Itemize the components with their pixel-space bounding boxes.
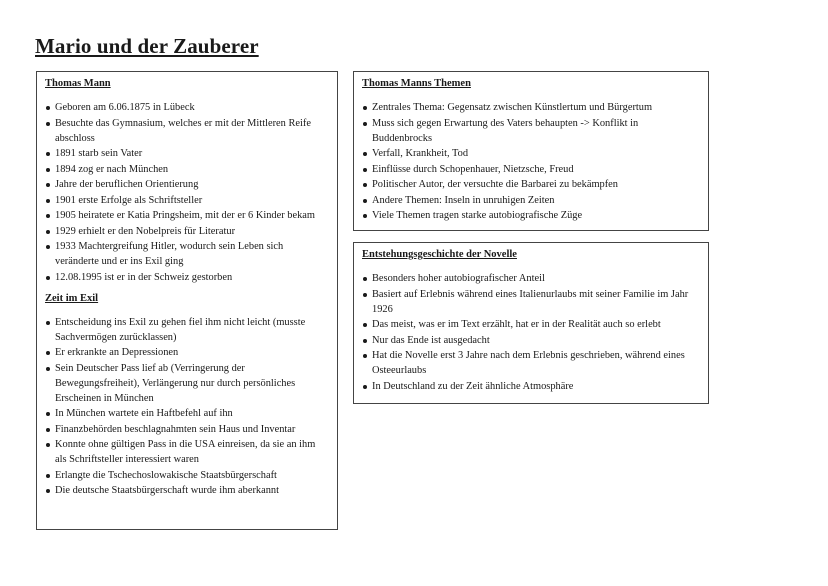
list-item: Andere Themen: Inseln in unruhigen Zeiten (362, 193, 700, 208)
list-item: 1894 zog er nach München (45, 162, 329, 177)
list-item: Konnte ohne gültigen Pass in die USA einreisen, da sie an ihm als Schriftsteller interessiert waren (45, 437, 329, 467)
list-item: In Deutschland zu der Zeit ähnliche Atmosphäre (362, 379, 700, 394)
list-item: Basiert auf Erlebnis während eines Italienurlaubs mit seiner Familie im Jahr 1926 (362, 287, 700, 317)
list-item: Muss sich gegen Erwartung des Vaters behaupten -> Konflikt in Buddenbrocks (362, 116, 700, 146)
themes-heading: Thomas Manns Themen (362, 78, 471, 89)
list-item: Geboren am 6.06.1875 in Lübeck (45, 100, 329, 115)
list-item: 1905 heiratete er Katia Pringsheim, mit der er 6 Kinder bekam (45, 208, 329, 223)
list-item: Politischer Autor, der versuchte die Barbarei zu bekämpfen (362, 177, 700, 192)
thomas-mann-box (36, 71, 338, 530)
list-item: Besonders hoher autobiografischer Anteil (362, 271, 700, 286)
list-item: Sein Deutscher Pass lief ab (Verringerung der Bewegungsfreiheit), Verlängerung nur durch persönliches Erscheinen in München (45, 361, 329, 406)
list-item: Zentrales Thema: Gegensatz zwischen Künstlertum und Bürgertum (362, 100, 700, 115)
list-item: 1933 Machtergreifung Hitler, wodurch sein Leben sich veränderte und er ins Exil ging (45, 239, 329, 269)
list-item: Einflüsse durch Schopenhauer, Nietzsche, Freud (362, 162, 700, 177)
list-item: 1901 erste Erfolge als Schriftsteller (45, 193, 329, 208)
list-item: Nur das Ende ist ausgedacht (362, 333, 700, 348)
list-item: Viele Themen tragen starke autobiografische Züge (362, 208, 700, 223)
exil-heading: Zeit im Exil (45, 292, 99, 304)
list-item: Er erkrankte an Depressionen (45, 345, 329, 360)
history-list (362, 271, 700, 394)
themes-box (353, 71, 709, 231)
thomas-mann-list (45, 100, 329, 285)
list-item: Finanzbehörden beschlagnahmten sein Haus und Inventar (45, 422, 329, 437)
list-item: Entscheidung ins Exil zu gehen fiel ihm nicht leicht (musste Sachvermögen zurücklassen) (45, 315, 329, 345)
exil-list (45, 315, 329, 499)
list-item: Hat die Novelle erst 3 Jahre nach dem Erlebnis geschrieben, während eines Osteeurlaubs (362, 348, 700, 378)
page-title: Mario und der Zauberer (35, 34, 259, 58)
themes-list (362, 100, 700, 223)
list-item: Das meist, was er im Text erzählt, hat er in der Realität auch so erlebt (362, 317, 700, 332)
list-item: 1929 erhielt er den Nobelpreis für Literatur (45, 224, 329, 239)
history-box (353, 242, 709, 404)
list-item: In München wartete ein Haftbefehl auf ihn (45, 406, 329, 421)
list-item: 1891 starb sein Vater (45, 146, 329, 161)
list-item: 12.08.1995 ist er in der Schweiz gestorben (45, 270, 329, 285)
list-item: Erlangte die Tschechoslowakische Staatsbürgerschaft (45, 468, 329, 483)
thomas-mann-heading: Thomas Mann (45, 78, 111, 89)
list-item: Jahre der beruflichen Orientierung (45, 177, 329, 192)
list-item: Verfall, Krankheit, Tod (362, 146, 700, 161)
history-heading: Entstehungsgeschichte der Novelle (362, 249, 517, 260)
list-item: Besuchte das Gymnasium, welches er mit der Mittleren Reife abschloss (45, 116, 329, 146)
list-item: Die deutsche Staatsbürgerschaft wurde ihm aberkannt (45, 483, 329, 498)
